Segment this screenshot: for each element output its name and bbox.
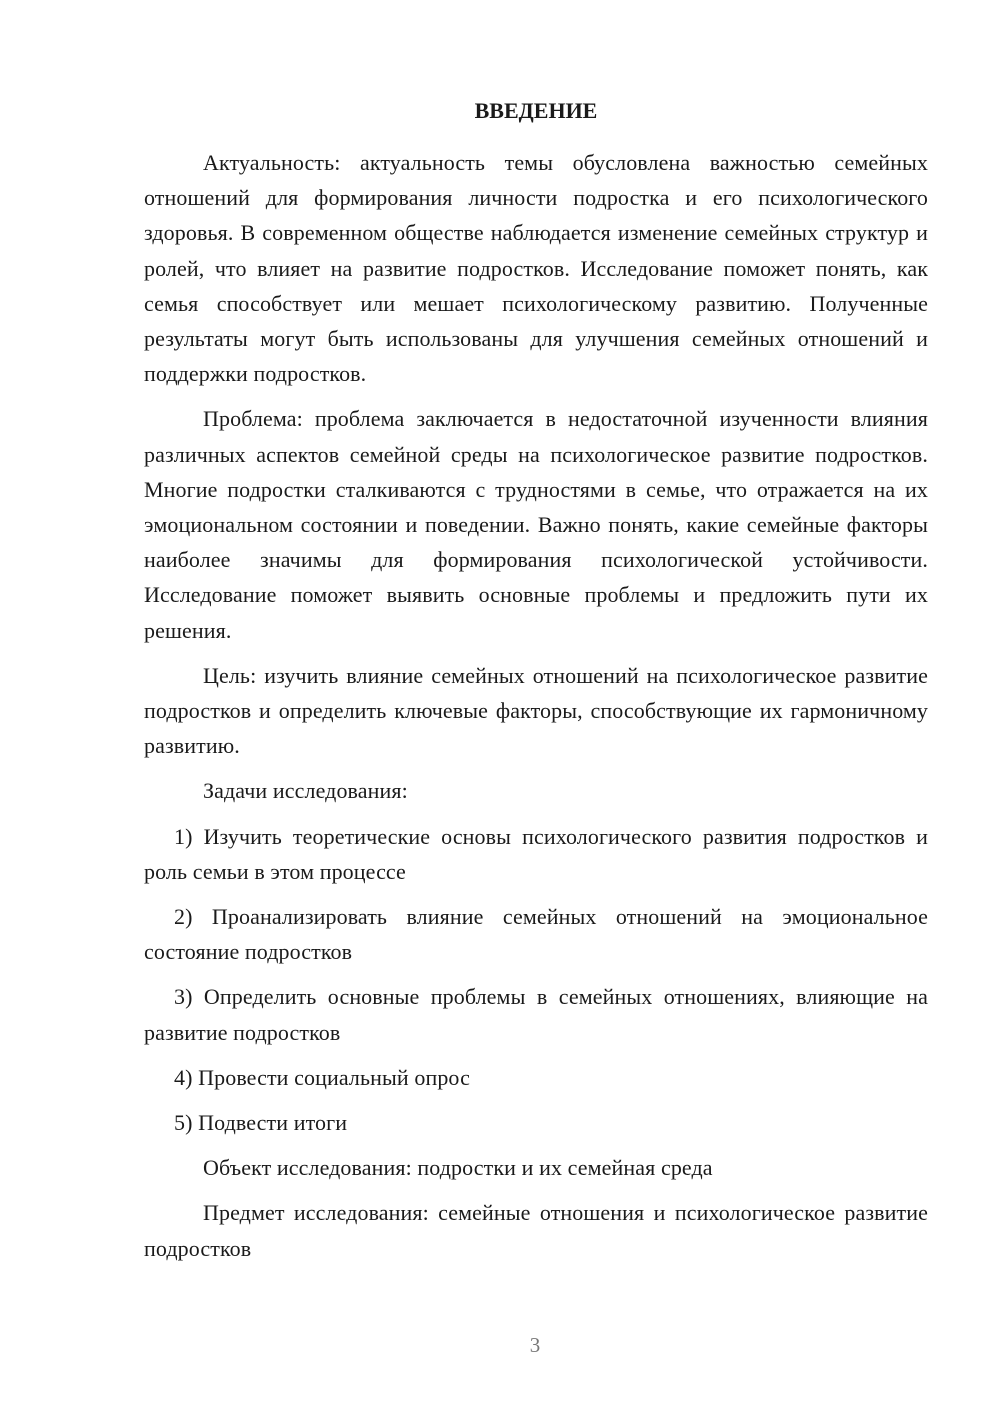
problem-paragraph: Проблема: проблема заключается в недостаточной изученности влияния различных аспектов семейной среды на психологическое развитие подростков. Многие подростки сталкиваются с трудностями в семье, что отражается на их эмоциональном состоянии и поведении. Важно понять, какие семейные факторы наиболее значимы для формирования психологической устойчивости. Исследование поможет выявить основные проблемы и предложить пути их решения.	[144, 406, 928, 643]
page-number: 3	[529, 1333, 541, 1357]
relevance-paragraph: Актуальность: актуальность темы обусловлена важностью семейных отношений для формирования личности подростка и его психологического здоровья. В современном обществе наблюдается изменение семейных структур и ролей, что влияет на развитие подростков. Исследование поможет понять, как семья способствует или мешает психологическому развитию. Полученные результаты могут быть использованы для улучшения семейных отношений и поддержки подростков.	[144, 150, 928, 387]
task-item-1: 1) Изучить теоретические основы психологического развития подростков и роль семьи в этом процессе	[144, 823, 928, 884]
task-item-2: 2) Проанализировать влияние семейных отношений на эмоциональное состояние подростков	[144, 904, 928, 965]
tasks-heading: Задачи исследования:	[203, 778, 408, 804]
object-paragraph: Объект исследования: подростки и их семейная среда	[203, 1155, 713, 1181]
task-item-3: 3) Определить основные проблемы в семейных отношениях, влияющие на развитие подростков	[144, 984, 928, 1045]
task-item-5: 5) Подвести итоги	[174, 1110, 348, 1136]
task-item-4: 4) Провести социальный опрос	[174, 1064, 470, 1090]
subject-paragraph: Предмет исследования: семейные отношения и психологическое развитие подростков	[144, 1200, 928, 1261]
page-title: ВВЕДЕНИЕ	[474, 98, 598, 123]
goal-paragraph: Цель: изучить влияние семейных отношений на психологическое развитие подростков и определить ключевые факторы, способствующие их гармоничному развитию.	[144, 662, 928, 759]
document-page	[144, 96, 928, 1276]
